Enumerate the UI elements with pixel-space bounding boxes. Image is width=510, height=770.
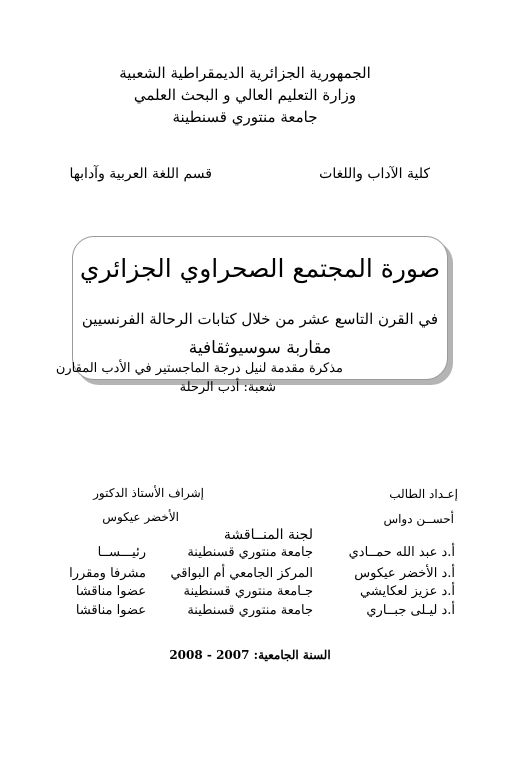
- supervisor-name: الأخضر عيكوس: [102, 510, 179, 524]
- member-name: أ.د ليـلى جبــاري: [366, 603, 455, 618]
- member-role: رئيـــســا: [97, 545, 146, 560]
- committee-title: لجنة المنــاقشة: [223, 527, 313, 543]
- memoir-branch: شعبة: أدب الرحلة: [179, 380, 276, 395]
- memoir-purpose: مذكرة مقدمة لنيل درجة الماجستير في الأدب المقارن: [55, 361, 343, 376]
- member-institution: المركز الجامعي أم البواقي: [170, 566, 313, 581]
- member-name: أ.د عبد الله حمــادي: [348, 545, 455, 560]
- academic-year: السنة الجامعية: 2007 - 2008: [169, 648, 331, 662]
- member-name: أ.د عزيز لعكايشي: [360, 584, 455, 599]
- committee-row: [0, 603, 510, 621]
- university-name: جامعة منتوري قسنطينة: [172, 108, 318, 126]
- ministry-name: وزارة التعليم العالي و البحث العلمي: [133, 86, 357, 104]
- committee-row: [0, 545, 510, 563]
- thesis-title: صورة المجتمع الصحراوي الجزائري: [79, 254, 441, 283]
- thesis-approach: مقاربة سوسيوثقافية: [188, 338, 332, 358]
- member-role: مشرفا ومقررا: [69, 566, 146, 581]
- title-box: [72, 236, 448, 380]
- thesis-subtitle: في القرن التاسع عشر من خلال كتابات الرحالة الفرنسيين: [81, 310, 439, 328]
- member-name: أ.د الأخضر عيكوس: [354, 566, 455, 581]
- student-name: أحســن دواس: [383, 512, 454, 526]
- faculty-name: كلية الآداب واللغات: [319, 166, 430, 182]
- member-institution: جامعة منتوري قسنطينة: [187, 545, 313, 560]
- committee-row: [0, 566, 510, 584]
- member-institution: جامعة منتوري قسنطينة: [187, 603, 313, 618]
- member-role: عضوا مناقشا: [75, 584, 146, 599]
- supervisor-label: إشراف الأستاذ الدكتور: [93, 486, 204, 500]
- prepared-by-label: إعـداد الطالب: [389, 487, 458, 501]
- department-name: قسم اللغة العربية وآدابها: [69, 166, 212, 182]
- member-role: عضوا مناقشا: [75, 603, 146, 618]
- committee-row: [0, 584, 510, 602]
- republic-name: الجمهورية الجزائرية الديمقراطية الشعبية: [119, 64, 371, 82]
- member-institution: جـامعة منتوري قسنطينة: [183, 584, 313, 599]
- institution-header: [60, 62, 430, 128]
